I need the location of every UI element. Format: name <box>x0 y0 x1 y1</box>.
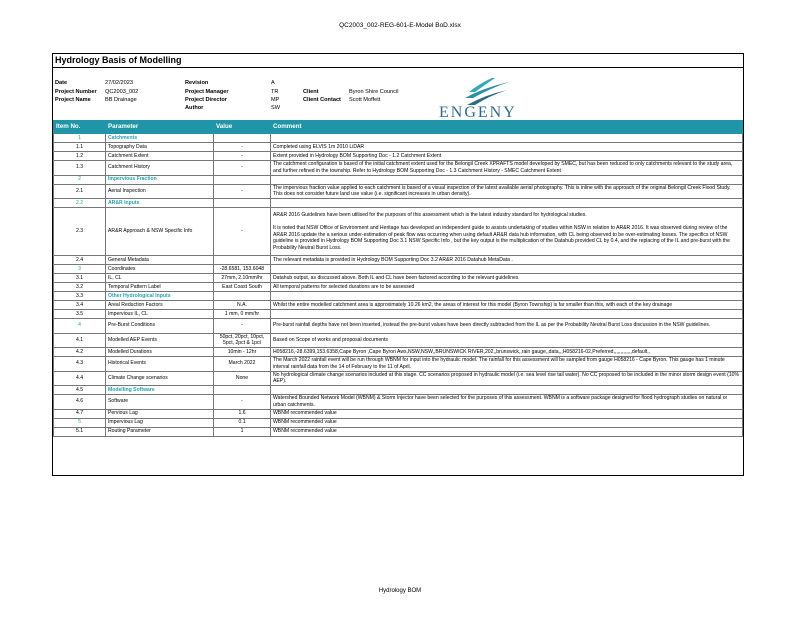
comment-cell: WBNM recommended value <box>271 418 743 427</box>
client-label: Client <box>303 89 319 95</box>
parameter-cell: Topography Data <box>106 143 214 152</box>
value-cell: 50pct, 20pct, 10pct, 5pct, 2pct & 1pct <box>214 333 271 348</box>
project-number-label: Project Number <box>55 89 97 95</box>
comment-cell: The relevant metadata is provided in Hydrology BOM Supporting Doc 3.2 AR&R 2016 Datahub MetaData . <box>271 256 743 265</box>
comment-cell <box>271 175 743 184</box>
table-row <box>54 283 743 292</box>
value-cell: None <box>214 371 271 386</box>
comment-cell: No hydrological climate change scenarios included at this stage. CC scenarios proposed in hydraulic model (i.e. sea level rise tail water). No CC proposed to be included in the minor storm design event (10% AEP). <box>271 371 743 386</box>
parameter-cell: Catchment History <box>106 161 214 176</box>
date-label: Date <box>55 80 68 86</box>
parameter-cell: Modelling Software <box>106 386 214 395</box>
value-cell: 10min - 12hr <box>214 348 271 357</box>
table-row <box>54 265 743 274</box>
table-row <box>54 386 743 395</box>
item-no-cell: 3.1 <box>54 274 106 283</box>
parameter-cell: Climate Change scenarios <box>106 371 214 386</box>
table-row <box>54 274 743 283</box>
comment-cell: Extent provided in Hydrology BOM Supporting Doc - 1.2 Catchment Extent <box>271 152 743 161</box>
comment-cell: WBNM recommended value <box>271 409 743 418</box>
engeny-logo-text: ENGENY <box>439 104 517 121</box>
value-cell: East Coast South <box>214 283 271 292</box>
comment-cell <box>271 292 743 301</box>
item-no-cell: 3.5 <box>54 310 106 319</box>
parameter-cell: AR&R Inputs <box>106 199 214 208</box>
item-no-cell: 2.2 <box>54 199 106 208</box>
comment-cell: The catchment configuration is based of the initial catchment extent used for the Belongil Creek XPRAFTS model developed by SMEC, but has been reduced to only catchments relevant to the study area, and further refined in the township. Refer to Hydrology BOM Supporting Doc - 1.3 Catchment History - SMEC Catchment Extent <box>271 161 743 176</box>
comment-cell: Whilst the entire modelled catchment area is approximately 10.26 km2, the areas of interest for this model (Byron Township) is far smaller than this, with each of the key drainage <box>271 301 743 310</box>
parameter-cell: Pervious Lag <box>106 409 214 418</box>
table-body <box>54 134 743 437</box>
client-value: Byron Shire Council <box>349 89 399 95</box>
item-no-cell: 3 <box>54 265 106 274</box>
date-value: 27/02/2023 <box>105 80 133 86</box>
value-cell: 27mm, 2.10mm/hr <box>214 274 271 283</box>
comment-cell <box>271 310 743 319</box>
item-no-cell: 4.4 <box>54 371 106 386</box>
item-no-cell: 5 <box>54 418 106 427</box>
comment-cell: Completed using ELVIS 1m 2010 LiDAR <box>271 143 743 152</box>
table-row <box>54 184 743 199</box>
value-cell: - <box>214 152 271 161</box>
author-label: Author <box>185 105 204 111</box>
value-cell: - <box>214 395 271 410</box>
table-row <box>54 143 743 152</box>
item-no-cell: 4.6 <box>54 395 106 410</box>
item-no-cell: 4.2 <box>54 348 106 357</box>
value-cell: 1 mm, 0 mm/hr <box>214 310 271 319</box>
item-no-cell: 3.2 <box>54 283 106 292</box>
comment-cell: AR&R 2016 Guidelines have been utilised for the purposes of this assessment which is the latest industry standard for hydrological studies. It is noted that NSW Office of Environment and Heritage has developed an independent guide to assists undertaking of studies within NSW in relation to AR&R 2016. It was observed during review of the AR&R 2016 update the a serious under-estimation of peak flow was occurring when using default AR&R data hub information, with CL being observed to be over-estimating losses. The specifics of NSW guideline is provided in Hydrology BOM Supporting Doc 3.1 NSW Specific Info , but the key output is the multiplication of the Datahub provided CL by 0.4, and the replacing of the IL and pre-burst with the Probability Neutral Burst Loss. <box>271 208 743 256</box>
client-contact-label: Client Contact <box>303 97 341 103</box>
parameter-cell: Catchments <box>106 134 214 143</box>
parameter-cell: AR&R Approach & NSW Specific Info <box>106 208 214 256</box>
project-meta <box>53 68 743 120</box>
hydrology-sheet <box>52 53 744 476</box>
parameter-cell: Areal Reduction Factors <box>106 301 214 310</box>
sheet-title: Hydrology Basis of Modelling <box>53 54 743 68</box>
project-manager-value: TR <box>271 89 279 95</box>
parameter-cell: Aerial Inspection <box>106 184 214 199</box>
parameter-cell: Impervious IL, CL <box>106 310 214 319</box>
comment-cell: Based on Scope of works and proposal documents <box>271 333 743 348</box>
basis-of-modelling-table <box>53 120 743 437</box>
parameter-cell: Catchment Extent <box>106 152 214 161</box>
value-cell: - <box>214 184 271 199</box>
table-row <box>54 152 743 161</box>
parameter-cell: Routing Parameter <box>106 427 214 436</box>
item-no-cell: 4.5 <box>54 386 106 395</box>
file-footer: Hydrology BOM <box>378 588 422 594</box>
item-no-cell: 3.4 <box>54 301 106 310</box>
comment-cell: All temporal patterns for selected durations are to be assessed <box>271 283 743 292</box>
parameter-cell: Coordinates <box>106 265 214 274</box>
comment-cell: The impervious fraction value applied to each catchment is based of a visual inspection of the latest available aerial photography. This is inline with the approach of the original Belongil Creek Flood Study. This does not consider future land use value (i.e. significant increases in urban density). <box>271 184 743 199</box>
item-no-cell: 4.1 <box>54 333 106 348</box>
item-no-cell: 2 <box>54 175 106 184</box>
table-header-row <box>54 121 743 134</box>
table-row <box>54 292 743 301</box>
project-name-value: BB Drainage <box>105 97 137 103</box>
item-no-cell: 4.7 <box>54 409 106 418</box>
parameter-cell: Pre-Burst Conditions <box>106 319 214 334</box>
value-cell: - <box>214 208 271 256</box>
item-no-cell: 2.3 <box>54 208 106 256</box>
value-cell <box>214 292 271 301</box>
value-cell <box>214 175 271 184</box>
project-director-label: Project Director <box>185 97 227 103</box>
project-director-value: MP <box>271 97 280 103</box>
parameter-cell: Impervious Lag <box>106 418 214 427</box>
comment-cell <box>271 265 743 274</box>
comment-cell <box>271 386 743 395</box>
table-row <box>54 333 743 348</box>
comment-cell <box>271 134 743 143</box>
table-row <box>54 371 743 386</box>
table-row <box>54 348 743 357</box>
value-cell: March 2022 <box>214 357 271 372</box>
item-no-cell: 2.1 <box>54 184 106 199</box>
project-manager-label: Project Manager <box>185 89 229 95</box>
value-cell <box>214 256 271 265</box>
parameter-cell: Software <box>106 395 214 410</box>
author-value: SW <box>271 105 281 111</box>
item-no-cell: 4.3 <box>54 357 106 372</box>
comment-cell: Pre-burst rainfall depths have not been inserted, instead the pre-burst values have been directly subtracted from the IL as per the Probability Neutral Burst Loss discussion in the NSW guidelines. <box>271 319 743 334</box>
value-cell: N.A. <box>214 301 271 310</box>
value-cell <box>214 199 271 208</box>
table-row <box>54 199 743 208</box>
value-cell: - <box>214 319 271 334</box>
item-no-cell: 1.3 <box>54 161 106 176</box>
comment-cell: Datahub output, as discussed above. Both IL and CL have been factored according to the relevant guidelines <box>271 274 743 283</box>
comment-cell <box>271 199 743 208</box>
table-row <box>54 161 743 176</box>
table-row <box>54 175 743 184</box>
file-header: QC2003_002-REG-601-E-Model BoD.xlsx <box>339 22 461 29</box>
value-cell: 0.1 <box>214 418 271 427</box>
item-no-cell: 4 <box>54 319 106 334</box>
table-row <box>54 357 743 372</box>
table-row <box>54 208 743 256</box>
item-no-cell: 3.3 <box>54 292 106 301</box>
client-contact-value: Scott Moffett <box>349 97 381 103</box>
comment-cell: Watershed Bounded Network Model (WBNM) & Storm Injector have been selected for the purposes of this assessment. WBNM is a software package designed for flood hydrograph studies on natural or urban catchments. <box>271 395 743 410</box>
column-header-value: Value <box>214 121 271 134</box>
value-cell <box>214 134 271 143</box>
item-no-cell: 2.4 <box>54 256 106 265</box>
table-row <box>54 395 743 410</box>
column-header-item-no: Item No. <box>54 121 106 134</box>
parameter-cell: Modelled AEP Events <box>106 333 214 348</box>
table-row <box>54 427 743 436</box>
project-name-label: Project Name <box>55 97 91 103</box>
column-header-parameter: Parameter <box>106 121 214 134</box>
table-row <box>54 301 743 310</box>
item-no-cell: 5.1 <box>54 427 106 436</box>
item-no-cell: 1 <box>54 134 106 143</box>
item-no-cell: 1.1 <box>54 143 106 152</box>
value-cell: - <box>214 143 271 152</box>
project-number-value: QC2003_002 <box>105 89 139 95</box>
item-no-cell: 1.2 <box>54 152 106 161</box>
comment-cell: H058216,-28.6399,153.6358,Cape Byron ,Cape Byron Aws,NSW,NSW,,BRUNSWICK RIVER,202,,brunswick,,rain gauge,,data,,,H058216-02,Preferred,,,,,,,,,,,,,default,, <box>271 348 743 357</box>
parameter-cell: Other Hydrological Inputs <box>106 292 214 301</box>
value-cell: -28.6581, 153.6048 <box>214 265 271 274</box>
table-row <box>54 310 743 319</box>
revision-value: A <box>271 80 275 86</box>
parameter-cell: IL, CL <box>106 274 214 283</box>
table-row <box>54 418 743 427</box>
column-header-comment: Comment <box>271 121 743 134</box>
table-row <box>54 409 743 418</box>
table-row <box>54 319 743 334</box>
comment-cell: WBNM recommended value <box>271 427 743 436</box>
value-cell: 1.6 <box>214 409 271 418</box>
parameter-cell: Impervious Fraction <box>106 175 214 184</box>
table-row <box>54 256 743 265</box>
value-cell <box>214 386 271 395</box>
parameter-cell: General Metadata <box>106 256 214 265</box>
parameter-cell: Historical Events <box>106 357 214 372</box>
revision-label: Revision <box>185 80 209 86</box>
parameter-cell: Modelled Durations <box>106 348 214 357</box>
comment-cell: The March 2022 rainfall event will be run through WBNM for input into the hydraulic model. The rainfall for this assessment will be sampled from gauge H058216 - Cape Byron. This gauge has 1 minute interval rainfall data from the 14 of February to the 11 of April. <box>271 357 743 372</box>
value-cell: - <box>214 161 271 176</box>
value-cell: 1 <box>214 427 271 436</box>
table-row <box>54 134 743 143</box>
parameter-cell: Temporal Pattern Label <box>106 283 214 292</box>
